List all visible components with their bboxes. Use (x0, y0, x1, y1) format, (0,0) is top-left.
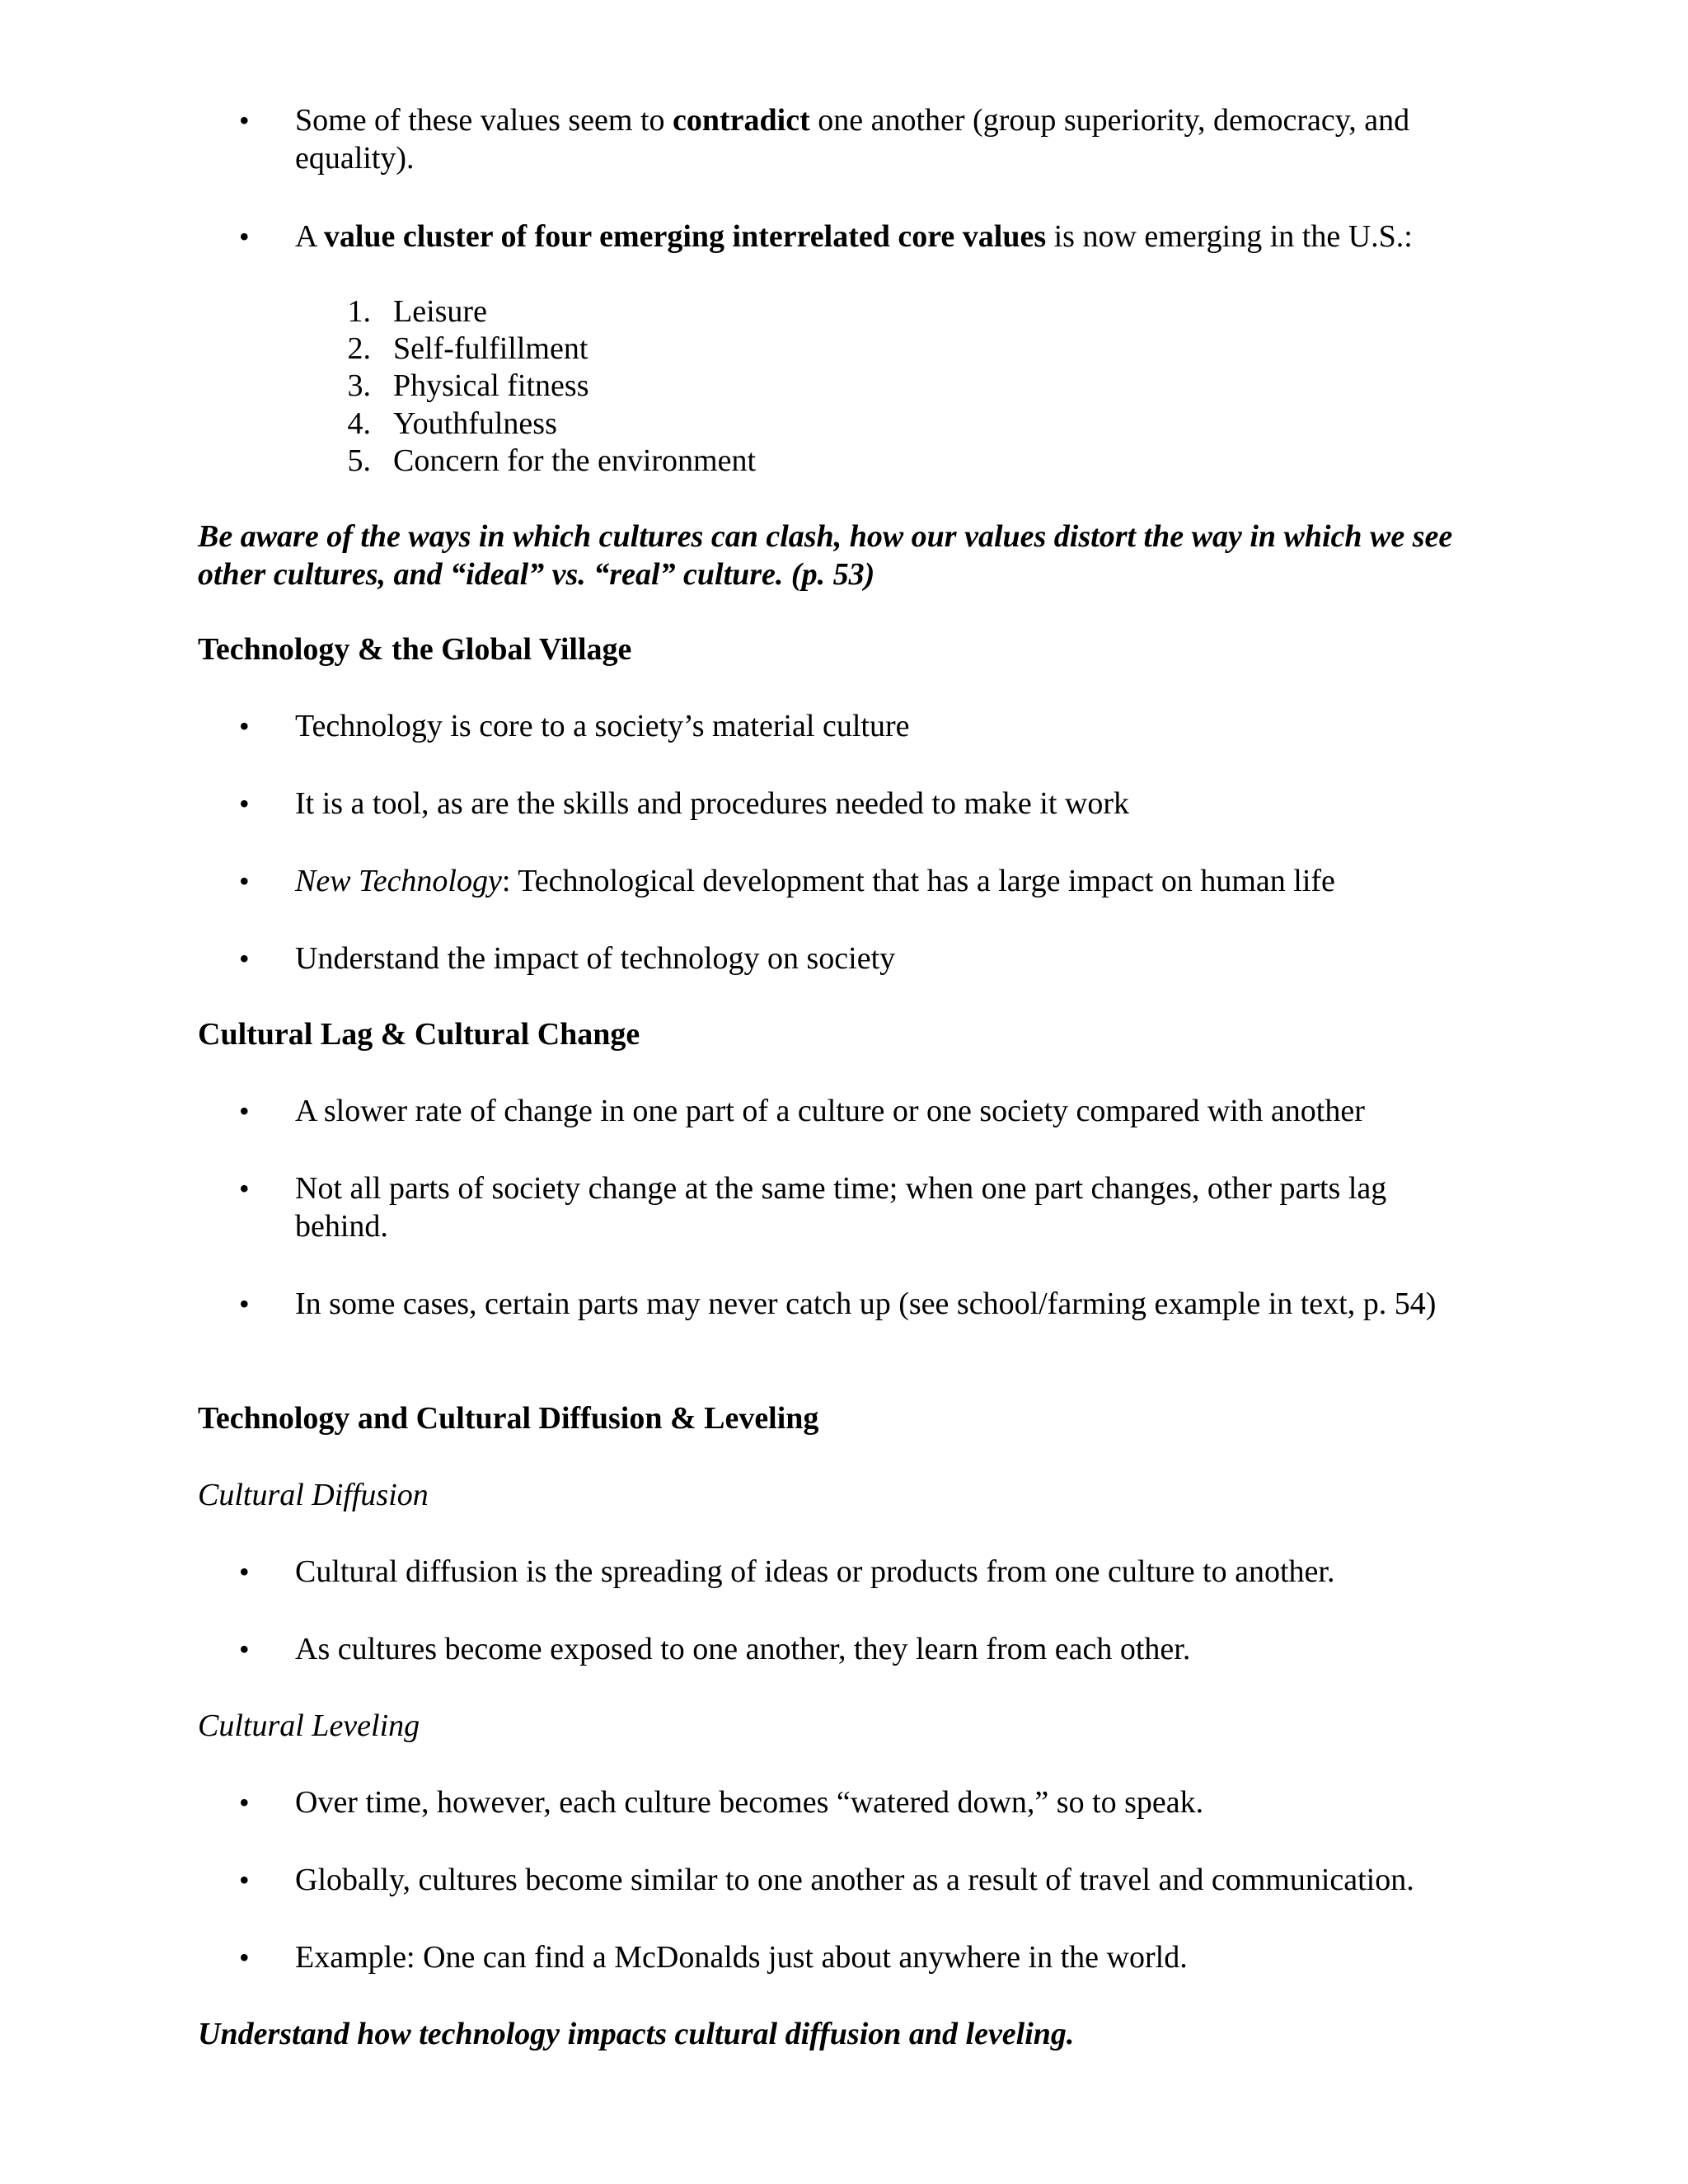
bullet-marker: • (239, 1941, 250, 1974)
bullet-marker: • (239, 104, 250, 137)
bullet-text: It is a tool, as are the skills and procedures needed to make it work (295, 786, 1129, 821)
study-note: Understand how technology impacts cultural diffusion and leveling. (198, 2017, 1075, 2051)
list-item-text: Leisure (393, 294, 487, 329)
bullet-text: Technology is core to a society’s material culture (295, 709, 910, 743)
subheading-cultural-leveling: Cultural Leveling (198, 1708, 420, 1743)
bullet-marker: • (239, 1172, 250, 1205)
bullet-text: As cultures become exposed to one another, they learn from each other. (295, 1632, 1191, 1666)
bullet-text: In some cases, certain parts may never catch up (see school/farming example in text, p. 54) (295, 1286, 1437, 1321)
bullet-text: Not all parts of society change at the same time; when one part changes, other parts lag behind. (295, 1171, 1387, 1244)
bullet-marker: • (239, 1786, 250, 1819)
bullet-text: Example: One can find a McDonalds just about anywhere in the world. (295, 1940, 1188, 1975)
bullet-marker: • (239, 942, 250, 975)
list-number: 5. (347, 443, 371, 478)
bullet-marker: • (239, 787, 250, 820)
bullet-marker: • (239, 1287, 250, 1320)
bullet-text: Globally, cultures become similar to one another as a result of travel and communication. (295, 1863, 1414, 1897)
bullet-text (295, 101, 1486, 177)
bullet-marker: • (239, 1094, 250, 1127)
list-item-text: Youthfulness (393, 406, 557, 441)
bullet-text (295, 218, 1486, 255)
list-number: 2. (347, 331, 371, 366)
list-number: 1. (347, 294, 371, 329)
bullet-marker: • (239, 1555, 250, 1588)
bullet-marker: • (239, 1863, 250, 1896)
bullet-text: Over time, however, each culture becomes “watered down,” so to speak. (295, 1785, 1204, 1820)
list-number: 3. (347, 368, 371, 403)
list-item-text: Concern for the environment (393, 443, 757, 478)
list-number: 4. (347, 406, 371, 441)
bullet-marker: • (239, 1633, 250, 1666)
bullet-marker: • (239, 865, 250, 898)
bold-text: value cluster of four emerging interrelated core values (323, 219, 1047, 254)
list-item-text: Self-fulfillment (393, 331, 588, 366)
bullet-marker: • (239, 710, 250, 743)
bullet-text: A slower rate of change in one part of a culture or one society compared with another (295, 1094, 1365, 1128)
text-run: Some of these values seem to (295, 103, 673, 138)
section-heading-diffusion-leveling: Technology and Cultural Diffusion & Leveling (198, 1401, 819, 1436)
section-heading-technology: Technology & the Global Village (198, 632, 632, 667)
text-run: A (295, 219, 324, 254)
section-heading-cultural-lag: Cultural Lag & Cultural Change (198, 1017, 640, 1052)
bullet-text: Understand the impact of technology on society (295, 941, 896, 976)
text-run: one another (group superiority, democracy, and equality). (295, 103, 1410, 176)
bullet-text: Cultural diffusion is the spreading of ideas or products from one culture to another. (295, 1554, 1335, 1589)
text-run: : Technological development that has a large impact on human life (501, 864, 1335, 898)
text-run: is now emerging in the U.S.: (1046, 219, 1413, 254)
bold-text: contradict (673, 103, 810, 138)
bullet-marker: • (239, 220, 250, 253)
list-item-text: Physical fitness (393, 368, 589, 403)
bullet-text (295, 862, 1486, 900)
italic-term: New Technology (295, 864, 502, 898)
study-note: Be aware of the ways in which cultures can clash, how our values distort the way in which we see other cultures, and “ideal” vs. “real” culture. (p. 53) (198, 519, 1453, 592)
subheading-cultural-diffusion: Cultural Diffusion (198, 1478, 429, 1512)
